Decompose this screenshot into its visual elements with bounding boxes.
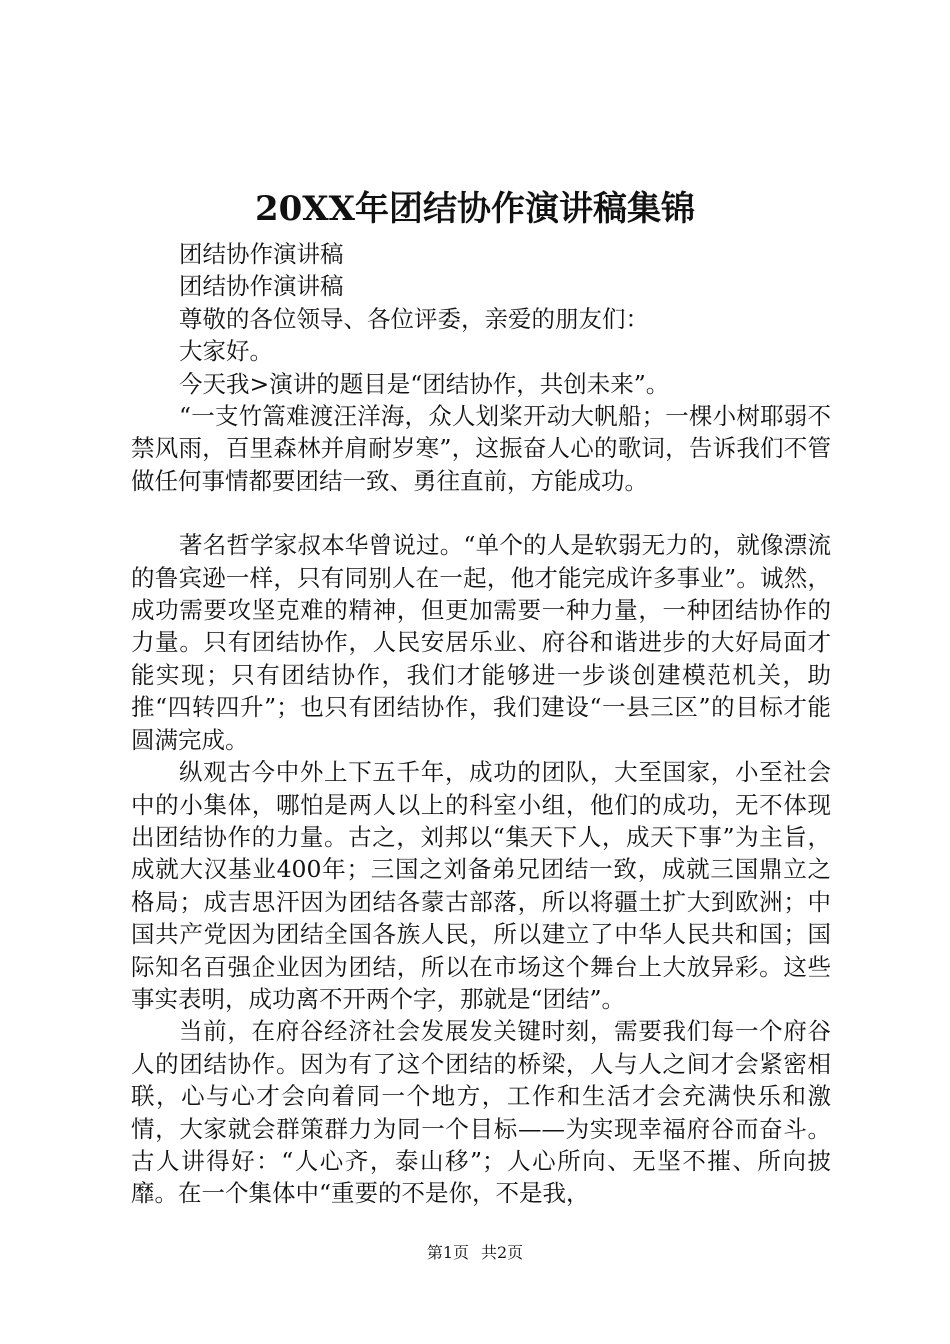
page-number: 第1页 — [426, 1243, 469, 1262]
page-footer — [0, 1243, 950, 1263]
paragraph-schopenhauer: 著名哲学家叔本华曾说过。“单个的人是软弱无力的，就像漂流的鲁宾逊一样，只有同别人在一起，他才能完成许多事业”。诚然，成功需要攻坚克难的精神，但更加需要一种力量，一种团结协作的力量。只有团结协作，人民安居乐业、府谷和谐进步的大好局面才能实现；只有团结协作，我们才能够进一步谈创建模范机关，助推“四转四升”；也只有团结协作，我们建设“一县三区”的目标才能圆满完成。 — [131, 531, 831, 754]
document-title: 20XX年团结协作演讲稿集锦 — [254, 189, 696, 229]
paragraph-lyrics: “一支竹篙难渡汪洋海，众人划桨开动大帆船；一棵小树耶弱不禁风雨，百里森林并肩耐岁寒”，这振奋人心的歌词，告诉我们不管做任何事情都要团结一致、勇往直前，方能成功。 — [131, 402, 831, 495]
paragraph-salutation: 尊敬的各位领导、各位评委，亲爱的朋友们： — [179, 304, 649, 333]
page-total: 共2页 — [481, 1243, 524, 1262]
document-body — [131, 238, 831, 1210]
paragraph-topic: 今天我>演讲的题目是“团结协作，共创未来”。 — [179, 369, 670, 398]
paragraph-subtitle-2: 团结协作演讲稿 — [179, 272, 344, 301]
paragraph-history: 纵观古今中外上下五千年，成功的团队，大至国家，小至社会中的小集体，哪怕是两人以上的科室小组，他们的成功，无不体现出团结协作的力量。古之，刘邦以“集天下人，成天下事”为主旨，成就大汉基业400年；三国之刘备弟兄团结一致，成就三国鼎立之格局；成吉思汗因为团结各蒙古部落，所以将疆土扩大到欧洲；中国共产党因为团结全国各族人民，所以建立了中华人民共和国；国际知名百强企业因为团结，所以在市场这个舞台上大放异彩。这些事实表明，成功离不开两个字，那就是“团结”。 — [131, 758, 831, 1013]
paragraph-current: 当前，在府谷经济社会发展发关键时刻，需要我们每一个府谷人的团结协作。因为有了这个团结的桥梁，人与人之间才会紧密相联，心与心才会向着同一个地方，工作和生活才会充满快乐和激情，大家就会群策群力为同一个目标——为实现幸福府谷而奋斗。古人讲得好：“人心齐，泰山移”；人心所向、无坚不摧、所向披靡。在一个集体中“重要的不是你，不是我， — [131, 1017, 831, 1208]
paragraph-subtitle-1: 团结协作演讲稿 — [179, 240, 344, 268]
paragraph-greeting: 大家好。 — [179, 337, 273, 366]
